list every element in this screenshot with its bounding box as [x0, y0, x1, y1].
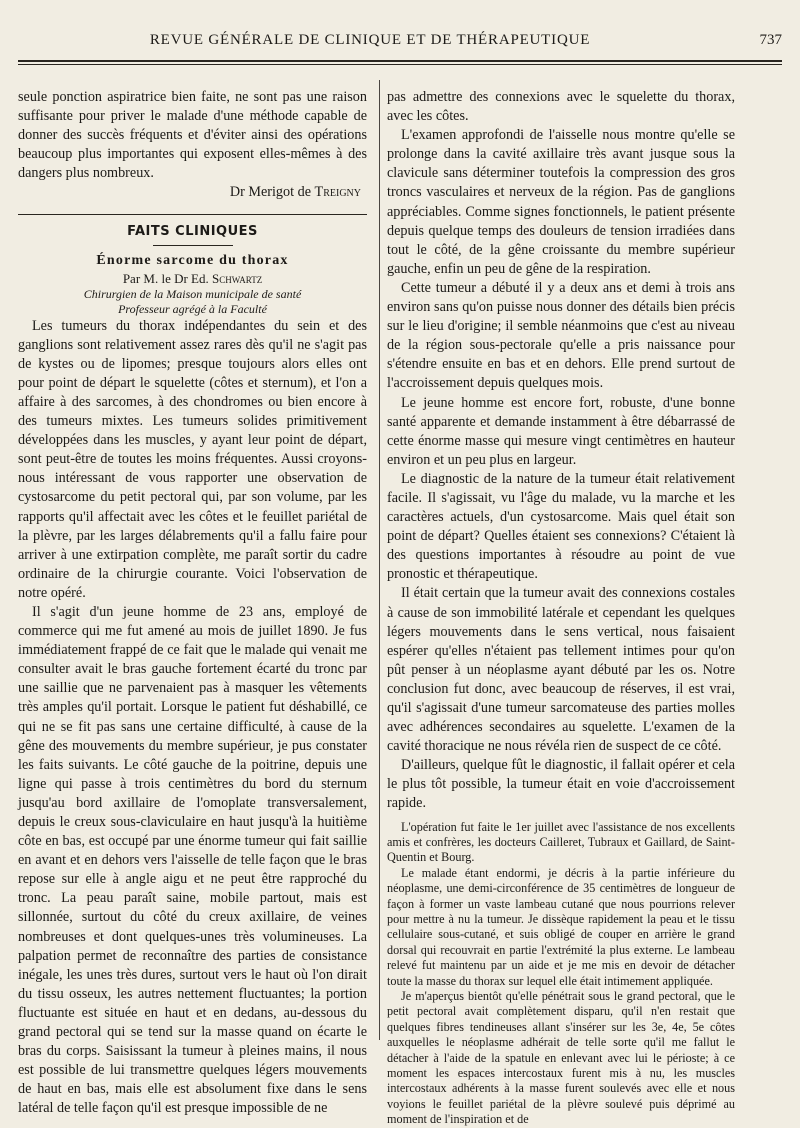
affiliation-1: Chirurgien de la Maison municipale de santé [83, 286, 302, 301]
author-prefix: Par M. le Dr Ed. [122, 270, 209, 286]
operation-notes [387, 820, 735, 1128]
note-paragraph: L'opération fut faite le 1er juillet avec l'assistance de nos excellents amis et confrères, les docteurs Cailleret, Tubraux et Gaillard, de Saint-Quentin et Bourg. [387, 819, 735, 865]
body-paragraph: L'examen approfondi de l'aisselle nous montre qu'elle se prolonge dans la cavité axillaire très avant jusque sous la clavicule sans déterminer toutefois la compression des gros troncs vasculaires et nerveux de la région. Pas de ganglions appréciables. Comme signes fonctionnels, le patient présente depuis quelque temps des douleurs de tension irradiées dans tout le côté, de la gêne croissante du membre supérieur gauche, enfin un peu de gêne de la respiration. [387, 127, 735, 277]
body-paragraph: Il était certain que la tumeur avait des connexions costales à cause de son immobilité latérale et cependant les quelques légers mouvements dans le sens vertical, nous faisaient espérer qu'elles n'étaient pas tellement intimes pour qu'on pût penser à un néoplasme ayant débuté par les os. Notre conclusion fut donc, avec beaucoup de réserves, il est vrai, qu'il s'agissait d'une tumeur sarcomateuse des parties molles avec adhérences secondaires au squelette. L'examen de la cavité thoracique ne nous révéla rien de suspect de ce côté. [387, 585, 735, 755]
header-rule-thin [18, 64, 782, 65]
section-underline [153, 245, 233, 246]
journal-title: REVUE GÉNÉRALE DE CLINIQUE ET DE THÉRAPEUTIQUE [149, 32, 591, 48]
body-paragraph: Le diagnostic de la nature de la tumeur était relativement facile. Il s'agissait, vu l'âge du malade, vu la marche et les caractères actuels, d'un cystosarcome. Mais quel était son point de départ? Quelles étaient ses connexions? C'étaient là des questions importantes à résoudre au point de vue pronostic et thérapeutique. [387, 470, 735, 583]
author-line [18, 270, 367, 287]
running-header [18, 32, 782, 54]
body-paragraph: pas admettre des connexions avec le squelette du thorax, avec les côtes. [387, 89, 735, 125]
left-column [18, 88, 367, 1119]
signature [18, 183, 367, 202]
affiliation-2: Professeur agrégé à la Faculté [118, 301, 267, 316]
note-paragraph: Je m'aperçus bientôt qu'elle pénétrait sous le grand pectoral, que le petit pectoral avait complètement disparu, qu'il n'en restait que quelques fibres tendineuses allant s'insérer sur les 3e, 4e, 5e côtes auxquelles le néoplasme adhérait de telle sorte qu'il me fallut le détacher à l'aide de la spatule en enlevant avec lui le périoste; à ce moment les espaces intercostaux furent mis à nu, les muscles intercostaux adhérents à la masse furent soulevés avec elle et nous voyions le feuillet pariétal de la plèvre soulevé puis déprimé au moment de l'inspiration et de [387, 989, 735, 1127]
body-paragraph: Le jeune homme est encore fort, robuste, d'une bonne santé apparente et demande instamment à être débarrassé de cette énorme masse qui mesure vingt centimètres en hauteur environ et un peu plus en largeur. [387, 394, 735, 468]
note-paragraph: Le malade étant endormi, je décris à la partie inférieure du néoplasme, une demi-circonférence de 35 centimètres de longueur de façon à former un vaste lambeau cutané que nous pourrions relever pour mettre à nu la tumeur. Je dissèque rapidement la peau et le tissu cellulaire sous-cutané, et suis obligé de couper en arrière le grand dorsal qui recouvrait en partie l'extrémité la plus externe. Le lambeau relevé fut maintenu par un aide et je me mis en devoir de détacher toute la masse du thorax sur lequel elle était intimement appliquée. [387, 865, 735, 988]
body-paragraph: Il s'agit d'un jeune homme de 23 ans, employé de commerce qui me fut amené au mois de juillet 1890. Je fus immédiatement frappé de ce fait que le malade qui venait me consulter avait le bras gauche fortement écarté du tronc par une saillie que ne parvenaient pas à masquer les vêtements très amples qu'il portait. Lorsque le patient fut déshabillé, ce qui ne se fit pas sans une certaine difficulté, à cause de la gêne des mouvements du membre supérieur, je pus constater les faits suivants. Le côté gauche de la poitrine, depuis une ligne qui passe à trois centimètres du bord du sternum jusqu'au bord axillaire de l'omoplate transversalement, depuis le creux sous-claviculaire en haut jusqu'à la huitième côte en bas, est occupé par une énorme tumeur qui fait saillie en avant et en dehors vers l'aisselle de telle façon que le bras repose sur elle à angle aigu et ne peut être rapproché du tronc. La peau paraît saine, mobile partout, mais est sillonnée, surtout du côté du creux axillaire, de veines nombreuses et dont quelques-unes très volumineuses. La palpation permet de reconnaître des parties de consistance inégale, les unes très dures, surtout vers le haut où l'on dirait du tissu osseux, les autres nettement fluctuantes; la portion fluctuante est située en haut et en dedans, au-dessous du grand pectoral qui se tend sur la masse quand on écarte le bras du corps. Saisissant la tumeur à pleines mains, il nous est possible de lui transmettre quelques légers mouvements de haut en bas, mais elle est absolument fixe dans le sens latéral de telle façon qu'il est presque impossible de ne [18, 603, 367, 1117]
section-rule [18, 214, 367, 215]
article-title: Énorme sarcome du thorax [96, 252, 289, 268]
body-paragraph: Cette tumeur a débuté il y a deux ans et demi à trois ans environ sans qu'on puisse nous donner des détails bien précis sur le lieu d'origine; il semble néanmoins que c'est au niveau de la région sous-pectorale qu'elle a pris naissance pour s'étendre ensuite en bas et en dehors. Elle prend surtout de l'accroissement depuis quelques mois. [387, 279, 735, 392]
right-column [387, 88, 735, 1128]
column-divider [379, 80, 380, 1040]
signature-name: Treigny [314, 184, 361, 201]
continuation-paragraph: seule ponction aspiratrice bien faite, ne sont pas une raison suffisante pour priver le malade d'une méthode capable de donner des succès fréquents et d'éviter ainsi des opérations beaucoup plus importantes qui exposent elles-mêmes à des dangers plus nombreux. [18, 89, 367, 182]
body-paragraph: D'ailleurs, quelque fût le diagnostic, il fallait opérer et cela le plus tôt possible, la tumeur était en voie d'accroissement rapide. [387, 757, 735, 812]
signature-prefix: Dr Merigot de [229, 184, 311, 201]
body-paragraph: Les tumeurs du thorax indépendantes du sein et des ganglions sont relativement assez rares dès qu'il ne s'agit pas de kystes ou de lipomes; presque toujours alors elles ont pour point de départ le squelette (côtes et sternum), et l'on a affaire à des sarcomes, à des chondromes ou bien encore à des tumeurs mixtes. Les tumeurs solides primitivement développées dans les muscles, y ayant leur point de départ, sont peut-être de toutes les moins fréquentes. Aussi croyons-nous intéressant de vous rapporter une observation de cystosarcome du petit pectoral qui, par son volume, par les rapports qu'il affectait avec les côtes et le feuillet pariétal de la plèvre, par les larges délabrements qu'il a fallu faire pour arriver à une extirpation complète, me paraît sortir du cadre ordinaire de la chirurgie courante. Voici l'observation de notre opéré. [18, 317, 367, 601]
header-rule [18, 60, 782, 62]
section-title: FAITS CLINIQUES [127, 223, 258, 239]
page-number: 737 [759, 32, 782, 48]
author-name: Schwartz [212, 270, 263, 286]
